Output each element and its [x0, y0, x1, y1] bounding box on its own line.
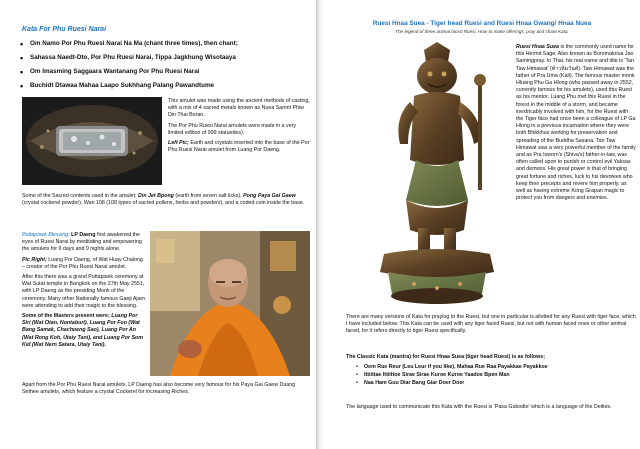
monk-photo	[150, 231, 310, 376]
amulet-paragraph: The Por Phu Ruesi Narai amulets were made in a very limited edition of 999 statuettes).	[168, 122, 297, 136]
tiger-kata-list	[346, 363, 636, 387]
apart-paragraph: Apart from the Por Phu Ruesi Narai amulets, LP Daeng has also become very famous for his Paya Gai Gaew Duang Sethee amulets, which feature a crystal Cockerel for increasing Riches.	[22, 382, 296, 396]
classic-kata	[346, 354, 636, 387]
tiger-kata-line: • Naa Ham Guu Diar Bang Giar Doer Doer	[364, 379, 636, 387]
right-page	[324, 0, 640, 449]
sacred-contents: Some of the Sacred contents used in the amulet; Din Jet Bpong (earth from seven salt licks), Pong Paya Gai Gaew (crystal cockerel powder), Wan 108 (108 types of sacred pollens, herbs and powders), and a coded coin inside the base.	[22, 193, 305, 207]
amulet-base-photo	[22, 97, 162, 185]
puttapisek-label: Puttapisek Blessing;	[22, 232, 70, 238]
ruesi-intro: Ruesi Hnaa Suea is the commonly used name for this Hermit Sage. Also known as Boromakriua Jao Samingpray. In Thai, his real name and title is 'Tan Taw Himawat' (ท้าวหิมวันต์). Taw Himawat was the father of Pra Uma (Kali). The famous master monk Hluang Phu Ga Hlong (who passed away in 2552, currently famous for his amulets), used this Ruesi as his mentor. Luang Phu met this Ruesi in the forest in the middle of a storm, and became inextricably involved with him, for the Ruesi with the Tiger face had once been a colleague of LP Ga Hlong in a previous incarnation where they were both Bhikkhus working for preservation and spreading of the Buddha Sasana. Tan Taw Himawat was a very powerful member of the family and as Pra Isworn's (Shiva's) father-in-law, was often called upon to punish or control evil Yaksas and demons. His great power is that of bringing great fortune and riches, luck to his devotees who keep their precepts and revere him properly, as well as having extreme Kong Grapan magic to protect you from dangers and enemies.	[516, 44, 636, 202]
tiger-kata-line: • Ittiittae Ittiittoe Sirae Sirae Kuroe Kuroe Yaadoe Bpen Man	[364, 371, 636, 379]
left-pic-label: Left Pic;	[168, 140, 189, 147]
book-gutter	[316, 0, 324, 449]
kata-line: • Buchidt Dtawaa Mahaa Laapo Sukhhang Palang Pawandtume	[30, 79, 312, 93]
versions-paragraph: There are many versions of Kata for praying to the Ruesi, but one in particular is allotted for any Ruesi with tiger face, which I have included below. This Kata can be used with any tiger faced Ruesi, but not with human faced ones or other animal faced, for it refers directly to tiger Ruesi specifically.	[346, 314, 636, 335]
kata-title: Kata For Phu Ruesi Narai	[22, 26, 107, 33]
tiger-kata-line: • Oem Rue Reur (Leu Leur if you like), Mahaa Rue Raa Payakkae Payakkoe	[364, 363, 636, 371]
kata-versions	[346, 314, 636, 339]
right-title: Ruesi Hnaa Suea - Tiger head Ruesi and Ruesi Hnaa Gwang/ Hnaa Nuea	[372, 20, 592, 27]
blessing-text: Puttapisek Blessing; LP Daeng first awakened the eyes of Ruesi Narai by meditating and empowering the amulets for 9 days and 9 nights alone. Pic Right; Luang Por Daeng, of Wat Huay Chalong – creator of the Por Phu Ruesi Narai amulet. After this there was a grand Puttapisek ceremony at Wat Sutat temple in Bangkok on the 27th May 2551, with LP Daeng as the presiding Monk of the ceremony. Many other Nationally famous Gaeji Ajarn were attending to add their magic to the blessing. Some of the Masters present were; Luang Por Siri (Wat Otan, Nontaburi), Luang Por Foo (Wat Bang Samak, Chachoeng Sao), Luang Por An (Wat Rong Koh, Utaiy Tani), and Luang Por Som Kid (Wat Nern Satara, Utaiy Tani).	[22, 232, 146, 348]
left-page	[0, 0, 316, 449]
ruesi-name: Ruesi Hnaa Suea	[516, 44, 559, 50]
kata-line: • Om Namo Por Phu Ruesi Narai Na Ma (chant three times), then chant;	[30, 37, 312, 51]
ceremony-paragraph: After this there was a grand Puttapisek ceremony at Wat Sutat temple in Bangkok on the 27th May 2551, with LP Daeng as the presiding Monk of the ceremony. Many other Nationally famous Gaeji Ajarn were attending to add their magic to the blessing.	[22, 274, 146, 309]
amulet-paragraph: This amulet was made using the ancient methods of casting, with a mix of 4 sacred metals known as Nuea Samrit Phiw Din Thai Boran.	[168, 98, 310, 119]
kata-list	[30, 37, 312, 93]
amulet-description	[168, 98, 310, 157]
classic-kata-label: The Classic Kata (mantra) for Ruesi Hnaa Suea (tiger head Ruesi) is as follows;	[346, 354, 545, 360]
language-paragraph: The language used to communicate this Kata with the Ruesi is 'Pasa Gubodte' which is a language of the Deities.	[346, 404, 612, 410]
pic-right-label: Pic Right;	[22, 256, 47, 263]
right-subtitle: The legend of three animal faced Ruesi, How to make offerings, pray and chant Kata.	[395, 29, 569, 34]
masters-label: Some of the Masters present were;	[22, 313, 110, 320]
kata-line: • Om Imasming Saggaara Wantanang Por Phu Ruesi Narai	[30, 65, 312, 79]
kata-line: • Sahassa Naedt-Dto, Por Phu Ruesi Narai, Tippa Jagkhung Wisotaaya	[30, 51, 312, 65]
left-pic-caption: Left Pic; Earth and crystals inserted into the base of the Por Phu Ruesi Narai amulet from Luang Por Daeng.	[168, 140, 310, 154]
ruesi-statue-photo	[364, 40, 510, 310]
